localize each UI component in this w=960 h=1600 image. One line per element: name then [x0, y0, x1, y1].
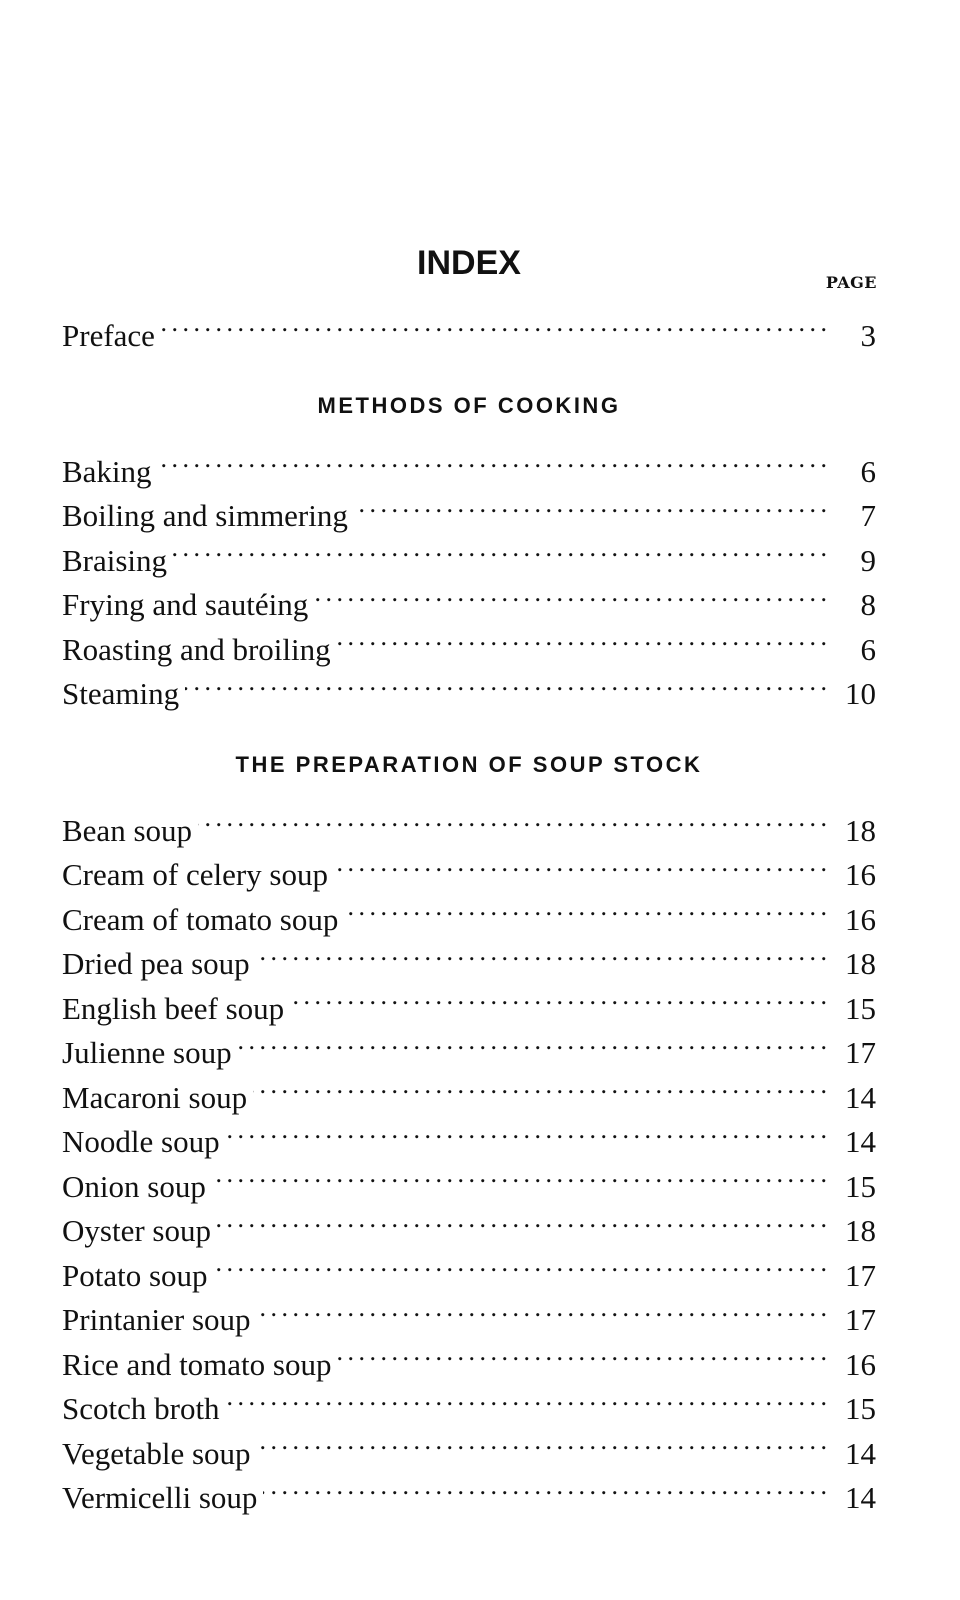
dot-leader	[334, 841, 826, 886]
dot-leader	[185, 660, 826, 705]
dot-leader	[257, 1286, 826, 1331]
index-title: INDEX	[417, 244, 521, 282]
entry-page-number: 18	[845, 1213, 876, 1248]
dot-leader	[290, 974, 826, 1019]
index-entry[interactable]	[62, 526, 876, 578]
index-entry[interactable]	[62, 482, 876, 533]
dot-leader	[344, 885, 826, 930]
entry-page-number: 15	[845, 1391, 876, 1426]
index-entry-preface[interactable]	[62, 301, 876, 353]
dot-leader	[226, 1108, 826, 1153]
dot-leader	[253, 1063, 826, 1108]
entry-name: Frying and sautéing	[62, 587, 309, 622]
dot-leader	[226, 1375, 826, 1420]
entry-name: Vegetable soup	[62, 1435, 251, 1471]
dot-leader	[256, 930, 826, 975]
entry-page-number: 18	[845, 812, 876, 848]
entry-page-number: 7	[860, 498, 876, 533]
dot-leader	[314, 571, 826, 616]
entry-name: Baking	[62, 453, 152, 489]
entry-name: Vermicelli soup	[62, 1480, 258, 1515]
entry-name: Braising	[62, 542, 168, 578]
index-entry[interactable]	[62, 437, 876, 489]
entry-name: Preface	[62, 317, 155, 353]
entry-page-number: 14	[845, 1435, 876, 1471]
soup-stock-list	[62, 796, 876, 1515]
entry-name: Dried pea soup	[62, 946, 250, 981]
entry-name: Oyster soup	[62, 1213, 211, 1248]
entry-page-number: 6	[860, 631, 876, 667]
dot-leader	[354, 482, 826, 527]
entry-page-number: 17	[845, 1257, 876, 1293]
entry-name: Boiling and simmering	[62, 498, 348, 533]
entry-name: Steaming	[62, 676, 180, 711]
index-entry[interactable]	[62, 796, 876, 848]
dot-leader	[161, 301, 826, 346]
entry-name: Noodle soup	[62, 1124, 220, 1159]
dot-leader	[337, 615, 826, 660]
entry-name: Scotch broth	[62, 1391, 220, 1426]
entry-name: Cream of celery soup	[62, 857, 328, 892]
entry-name: Potato soup	[62, 1257, 208, 1293]
dot-leader	[263, 1464, 826, 1509]
entry-page-number: 16	[845, 901, 876, 937]
entry-page-number: 16	[845, 857, 876, 892]
dot-leader	[158, 437, 826, 482]
dot-leader	[238, 1019, 826, 1064]
entry-page-number: 10	[845, 676, 876, 711]
entry-page-number: 15	[845, 1168, 876, 1204]
entry-name: Onion soup	[62, 1168, 206, 1204]
methods-of-cooking-list	[62, 437, 876, 711]
entry-page-number: 9	[860, 542, 876, 578]
section-heading-methods-of-cooking: METHODS OF COOKING	[317, 393, 621, 418]
dot-leader	[198, 796, 826, 841]
dot-leader	[173, 526, 826, 571]
entry-name: Cream of tomato soup	[62, 901, 339, 937]
entry-name: Roasting and broiling	[62, 631, 331, 667]
entry-page-number: 14	[845, 1079, 876, 1115]
entry-page-number: 14	[845, 1124, 876, 1159]
section-heading-soup-stock: THE PREPARATION OF SOUP STOCK	[235, 752, 703, 777]
entry-page-number: 15	[845, 990, 876, 1026]
front-matter-list	[62, 301, 876, 353]
entry-page-number: 17	[845, 1302, 876, 1337]
dot-leader	[214, 1241, 826, 1286]
entry-page-number: 8	[860, 587, 876, 622]
dot-leader	[257, 1419, 826, 1464]
entry-name: Rice and tomato soup	[62, 1346, 332, 1382]
index-entry[interactable]	[62, 571, 876, 622]
page-column-label: PAGE	[825, 273, 877, 292]
entry-page-number: 18	[845, 946, 876, 981]
entry-name: Macaroni soup	[62, 1079, 248, 1115]
entry-page-number: 16	[845, 1346, 876, 1382]
dot-leader	[212, 1152, 826, 1197]
entry-name: English beef soup	[62, 990, 285, 1026]
entry-page-number: 3	[860, 317, 876, 353]
entry-name: Printanier soup	[62, 1302, 251, 1337]
dot-leader	[217, 1197, 826, 1242]
dot-leader	[337, 1330, 826, 1375]
entry-page-number: 6	[860, 453, 876, 489]
entry-name: Julienne soup	[62, 1035, 232, 1070]
entry-page-number: 14	[845, 1480, 876, 1515]
entry-page-number: 17	[845, 1035, 876, 1070]
entry-name: Bean soup	[62, 812, 193, 848]
